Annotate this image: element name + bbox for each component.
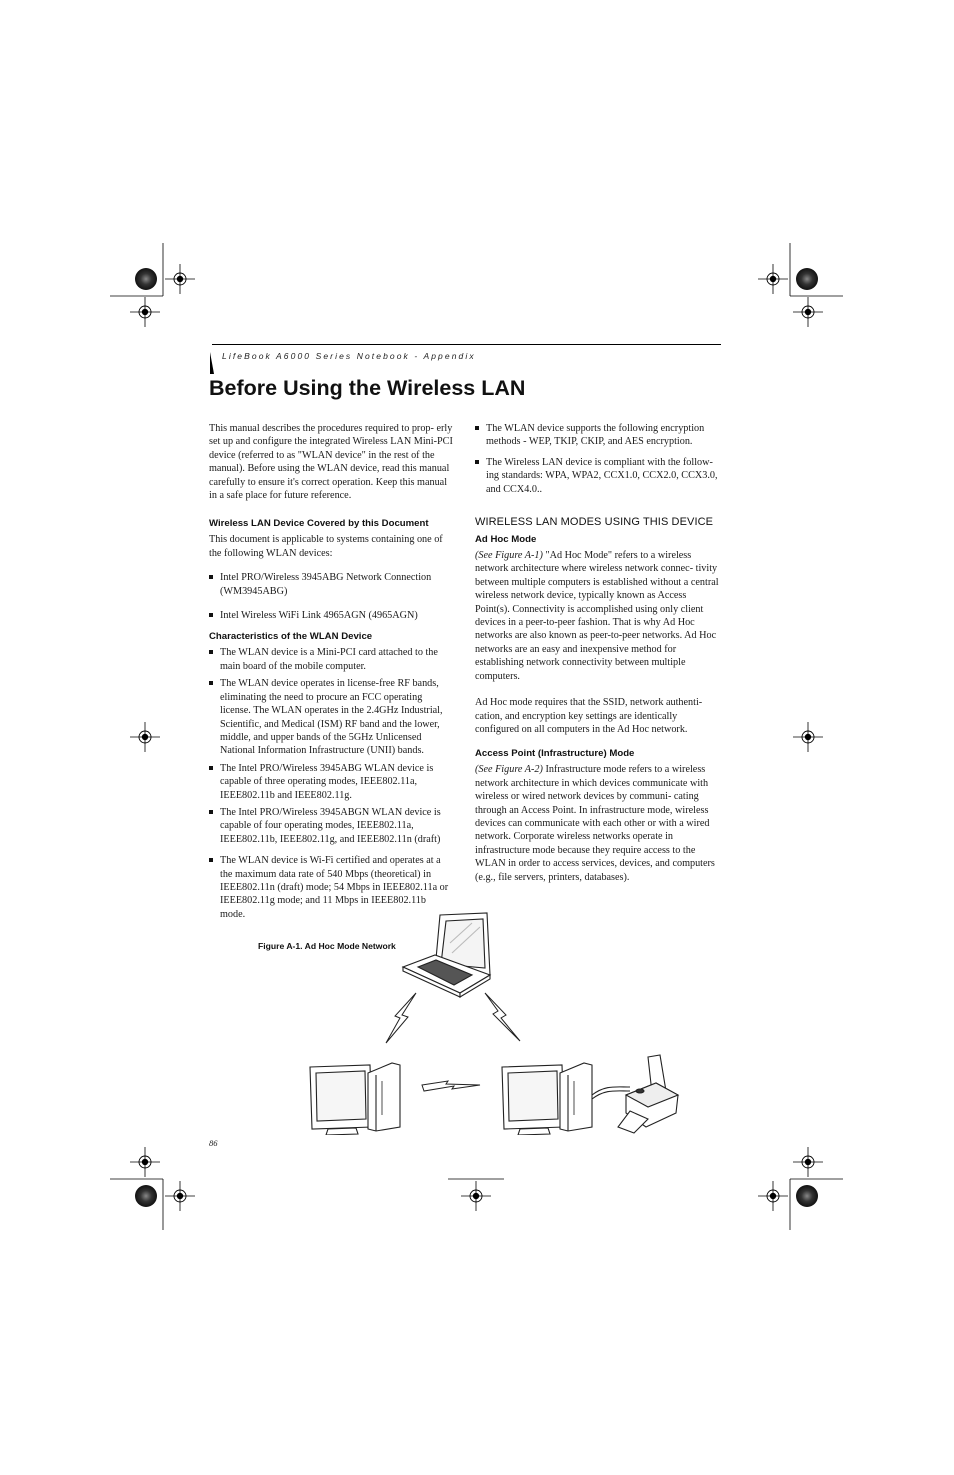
- list-item: The WLAN device supports the following encryption methods - WEP, TKIP, CKIP, and AES encryption.: [475, 422, 719, 449]
- list-item: The Wireless LAN device is compliant with the follow- ing standards: WPA, WPA2, CCX1.0, CCX2.0, CCX3.0, and CCX4.0..: [475, 456, 719, 496]
- list-item: Intel PRO/Wireless 3945ABG Network Connection (WM3945ABG): [209, 571, 453, 598]
- bullet-icon: [209, 650, 213, 654]
- bullet-icon: [209, 766, 213, 770]
- adhoc-requirements-paragraph: Ad Hoc mode requires that the SSID, network authenti- cation, and encryption key settings are identically configured on all computers in the Ad Hoc network.: [475, 697, 703, 735]
- bullet-icon: [475, 426, 479, 430]
- devices-intro: This document is applicable to systems containing one of the following WLAN devices:: [209, 534, 443, 559]
- list-item: The WLAN device operates in license-free RF bands, eliminating the need to procure an FCC operating license. The WLAN operates in the 2.4GHz Industrial, Scientific, and Medical (ISM) RF band and the lower, middle, and upper bands of the 5GHz Unlicensed National Information Infrastructure (UNII) bands.: [209, 677, 453, 757]
- printer-icon: [618, 1055, 678, 1133]
- left-column: [209, 422, 453, 921]
- bullet-icon: [209, 613, 213, 617]
- right-column: [475, 422, 719, 884]
- registration-dot: [135, 1185, 157, 1207]
- ap-paragraph: (See Figure A-2) Infrastructure mode refers to a wireless network architecture in which devices communicate with wireless or wired network devices by communi- cating through an Access Point. In infrastructure mode, wireless devices can communicate with each other or with a wired network. Corporate wireless networks operate in infrastructure mode because they require access to the WLAN in order to access services, devices, and computers (e.g., file servers, printers, databases).: [475, 764, 715, 883]
- wireless-signal-icon: [485, 993, 520, 1041]
- header-tab-mark: [210, 352, 214, 374]
- bullet-icon: [209, 858, 213, 862]
- bullet-icon: [209, 681, 213, 685]
- list-item: The WLAN device is a Mini-PCI card attached to the main board of the mobile computer.: [209, 646, 453, 673]
- wireless-signal-icon: [422, 1081, 480, 1091]
- registration-dot: [796, 268, 818, 290]
- adhoc-paragraph: (See Figure A-1) "Ad Hoc Mode" refers to a wireless network architecture where wireless network connec- tivity between multiple computers is established without a central wireless network device, typically known as Access Point(s). Connectivity is accomplished using only client devices in a peer-to-peer fashion. That is why Ad Hoc networks are also known as peer-to-peer networks. Ad Hoc networks are an easy and inexpensive method for establishing network connectivity between multiple computers.: [475, 550, 719, 682]
- intro-paragraph: This manual describes the procedures required to prop- erly set up and configure the integrated Wireless LAN Mini-PCI device (referred to as "WLAN device" in the rest of the manual). Before using the WLAN device, read this manual carefully to ensure it's correct operation. Keep this manual in a safe place for future reference.: [209, 423, 453, 502]
- bullet-icon: [475, 460, 479, 464]
- adhoc-heading: Ad Hoc Mode: [475, 534, 537, 546]
- bullet-icon: [209, 810, 213, 814]
- list-item: The Intel PRO/Wireless 3945ABGN WLAN device is capable of four operating modes, IEEE802.11a, IEEE802.11b, IEEE802.11g, and IEEE802.11n (draft): [209, 806, 453, 846]
- characteristics-list: [209, 646, 453, 921]
- list-item: Intel Wireless WiFi Link 4965AGN (4965AGN): [209, 609, 453, 622]
- list-item: The WLAN device is Wi-Fi certified and operates at a the maximum data rate of 540 Mbps (theoretical) in IEEE802.11n (draft) mode; 54 Mbps in IEEE802.11a or IEEE802.11g mode; and 11 Mbps in IEEE802.11b mode.: [209, 854, 453, 921]
- figure-caption: Figure A-1. Ad Hoc Mode Network: [258, 941, 396, 951]
- running-header: LifeBook A6000 Series Notebook - Appendix: [222, 351, 476, 361]
- characteristics-heading: Characteristics of the WLAN Device: [209, 631, 373, 643]
- devices-list: [209, 571, 453, 622]
- wireless-signal-icon: [386, 993, 416, 1043]
- header-rule: [212, 344, 721, 345]
- page-title: Before Using the Wireless LAN: [209, 376, 526, 400]
- figure-reference: (See Figure A-1): [475, 550, 543, 562]
- bullet-icon: [209, 575, 213, 579]
- registration-dot: [796, 1185, 818, 1207]
- figure-reference: (See Figure A-2): [475, 764, 543, 776]
- ap-heading: Access Point (Infrastructure) Mode: [475, 748, 635, 760]
- registration-dot: [135, 268, 157, 290]
- page-number: 86: [209, 1138, 218, 1148]
- ad-hoc-network-figure: [300, 905, 700, 1135]
- desktop-computer-icon: [502, 1063, 592, 1135]
- desktop-computer-icon: [310, 1063, 400, 1135]
- modes-heading: WIRELESS LAN MODES USING THIS DEVICE: [475, 516, 714, 529]
- list-item: The Intel PRO/Wireless 3945ABG WLAN device is capable of three operating modes, IEEE802.11a, IEEE802.11b and IEEE802.11g.: [209, 762, 453, 802]
- standards-list: [475, 422, 719, 496]
- laptop-icon: [403, 913, 490, 997]
- devices-heading: Wireless LAN Device Covered by this Document: [209, 518, 429, 530]
